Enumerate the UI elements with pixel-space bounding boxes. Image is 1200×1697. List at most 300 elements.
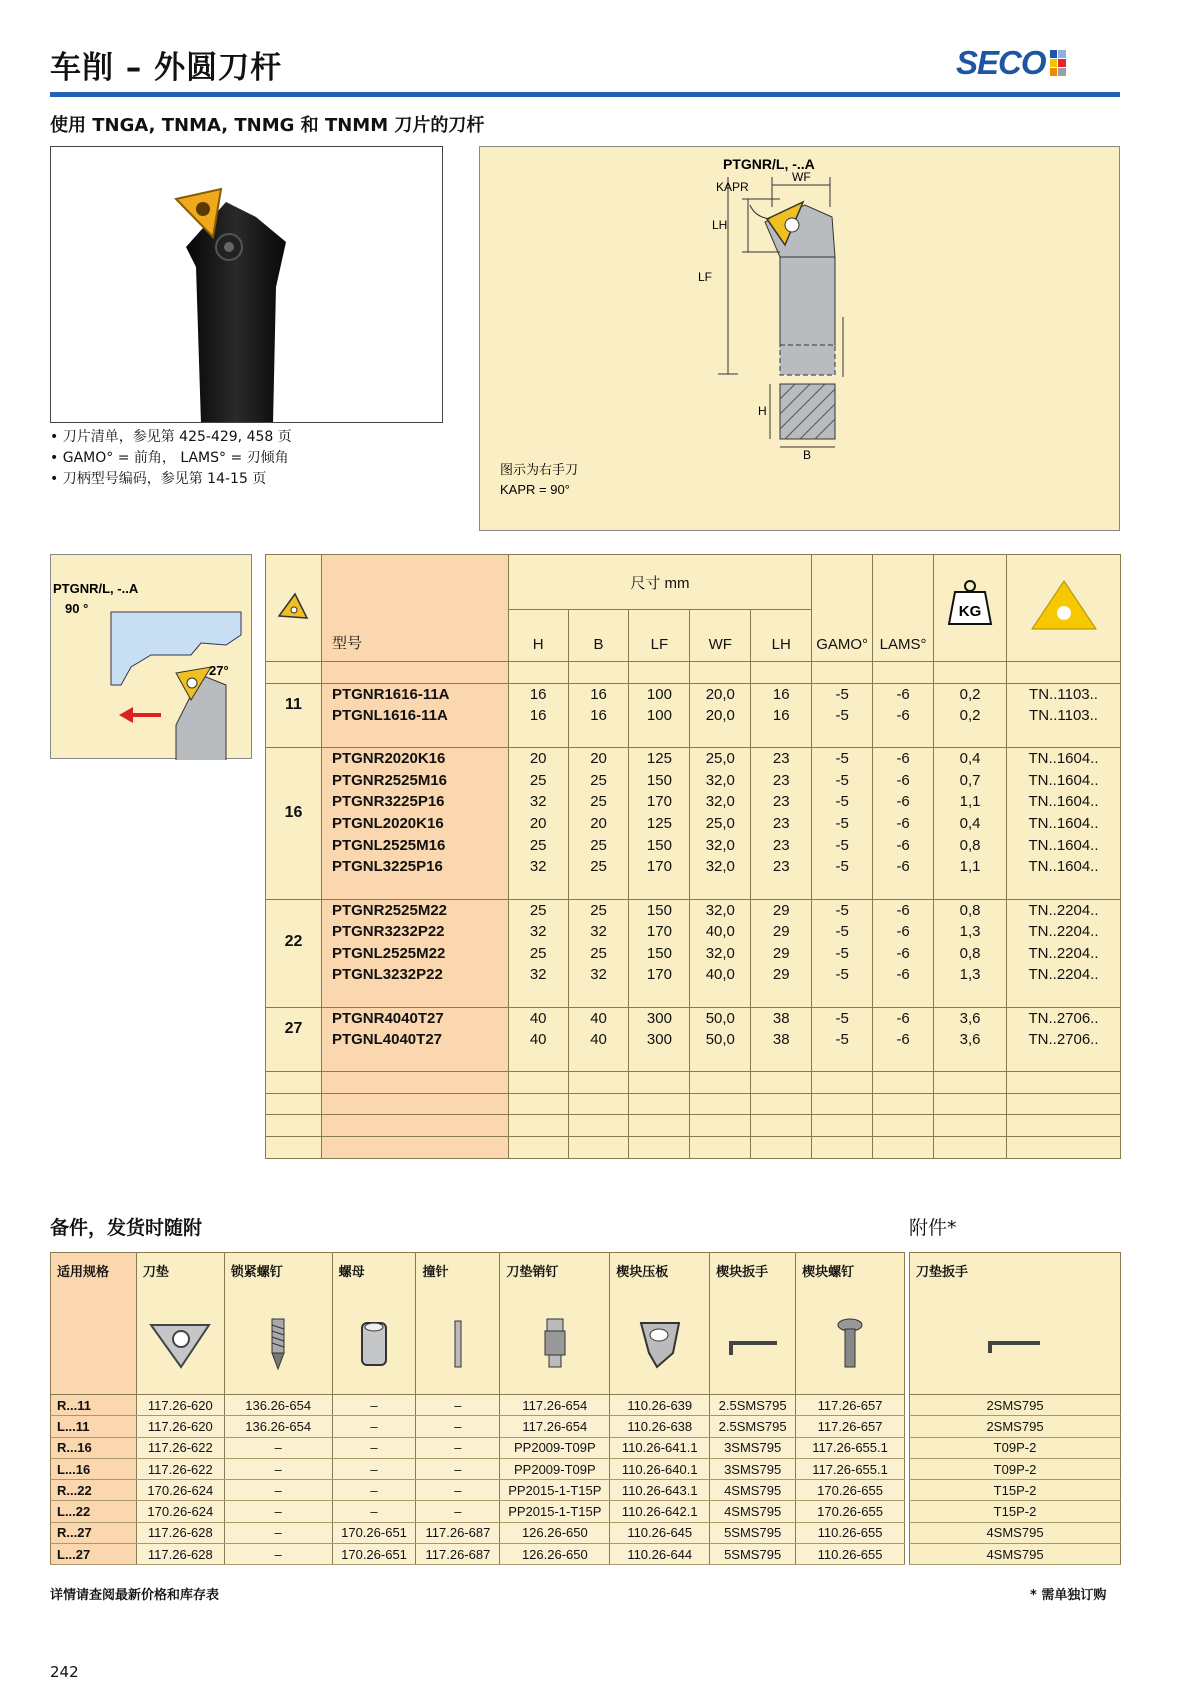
small-diagram-title: PTGNR/L, -..A [53,581,139,596]
table-cell: 25 [508,942,568,964]
accessory-row [910,1522,1121,1543]
kg-label: KG [958,603,982,620]
table-cell: 25 [508,834,568,856]
part-number: 3SMS795 [710,1458,796,1479]
table-cell: -6 [873,964,934,986]
table-cell: 100 [629,705,690,727]
accessory-row [910,1395,1121,1416]
part-number: – [224,1544,332,1565]
table-cell: 40 [568,1029,629,1051]
shim-icon [136,1295,224,1395]
table-cell: 150 [629,942,690,964]
part-number: 117.26-655.1 [796,1437,905,1458]
col-shim-key: 刀垫扳手 [916,1265,969,1280]
part-number: 4SMS795 [710,1501,796,1522]
label-lf: LF [698,270,713,284]
parts-row [51,1458,905,1479]
table-cell: 32,0 [690,791,751,813]
accessories-table [909,1252,1121,1565]
label-lh: LH [712,218,728,232]
parts-spec: R...11 [51,1395,137,1416]
table-cell: -5 [812,791,873,813]
parts-title: 备件，发货时随附 [50,1217,203,1239]
table-cell: 32 [508,791,568,813]
wedge-screw-icon [796,1295,905,1395]
table-cell: 23 [751,748,812,770]
table-cell: 20,0 [690,683,751,705]
insert-size-label: 22 [266,899,322,985]
part-number: 5SMS795 [710,1544,796,1565]
parts-row [51,1416,905,1437]
accessory-row [910,1480,1121,1501]
wedge-clamp-icon [610,1295,710,1395]
table-cell: 0,4 [934,748,1007,770]
lock-screw-icon [224,1295,332,1395]
model-code: PTGNL3232P22 [321,964,508,986]
accessory-part-number: 4SMS795 [910,1544,1121,1565]
parts-row [51,1480,905,1501]
col-shim: 刀垫 [136,1253,224,1295]
table-cell: TN..2204.. [1007,942,1121,964]
part-number: – [416,1416,500,1437]
part-number: 117.26-628 [136,1544,224,1565]
table-cell: 3,6 [934,1007,1007,1029]
table-cell: 1,3 [934,921,1007,943]
part-number: – [416,1480,500,1501]
weight-icon [934,555,1007,662]
table-row [266,964,1121,986]
part-number: – [224,1522,332,1543]
table-cell: -5 [812,921,873,943]
table-row [266,899,1121,921]
note-item: • GAMO° = 前角， LAMS° = 刃倾角 [50,448,292,469]
table-cell: 25 [568,834,629,856]
nut-icon [332,1295,416,1395]
part-number: 3SMS795 [710,1437,796,1458]
table-cell: 32 [568,964,629,986]
col-lh: LH [751,610,812,662]
table-cell: 16 [568,683,629,705]
table-cell: 23 [751,791,812,813]
parts-row [51,1395,905,1416]
table-cell: -6 [873,769,934,791]
table-cell: -6 [873,748,934,770]
table-cell: 1,3 [934,964,1007,986]
table-cell: 20 [568,748,629,770]
table-cell: 50,0 [690,1029,751,1051]
model-code: PTGNL2020K16 [321,813,508,835]
table-cell: 25 [508,899,568,921]
accessory-part-number: T09P-2 [910,1437,1121,1458]
seco-logo: SECO [956,45,1066,81]
table-cell: 1,1 [934,791,1007,813]
table-cell: 23 [751,834,812,856]
diagram-caption-hand: 图示为右手刀 [500,462,579,477]
table-cell: 32 [508,856,568,878]
table-cell: 300 [629,1007,690,1029]
table-cell: 38 [751,1007,812,1029]
table-cell: TN..1604.. [1007,856,1121,878]
table-cell: 170 [629,921,690,943]
parts-row [51,1501,905,1522]
tool-holder-photo [50,146,443,423]
table-cell: -5 [812,813,873,835]
table-cell: -5 [812,1029,873,1051]
table-row [266,856,1121,878]
accessory-row [910,1458,1121,1479]
part-number: 4SMS795 [710,1480,796,1501]
table-cell: 25 [508,769,568,791]
part-number: 170.26-651 [332,1522,416,1543]
part-number: 117.26-622 [136,1437,224,1458]
table-cell: -6 [873,1029,934,1051]
table-cell: 20 [508,813,568,835]
table-cell: -5 [812,942,873,964]
col-nut: 螺母 [332,1253,416,1295]
model-code: PTGNR2525M22 [321,899,508,921]
insert-size-label: 11 [266,683,322,726]
table-cell: 170 [629,964,690,986]
header-rule [50,92,1120,97]
model-code: PTGNL2525M16 [321,834,508,856]
table-row [266,705,1121,727]
table-cell: 29 [751,899,812,921]
shim-pin-icon [500,1295,610,1395]
table-cell: -6 [873,834,934,856]
table-cell: 150 [629,834,690,856]
table-cell: 25 [568,769,629,791]
table-cell: -6 [873,813,934,835]
table-row [266,834,1121,856]
table-cell: -5 [812,856,873,878]
part-number: 110.26-655 [796,1544,905,1565]
table-cell: 25 [568,856,629,878]
table-cell: 40 [508,1007,568,1029]
part-number: – [332,1395,416,1416]
table-cell: 100 [629,683,690,705]
part-number: – [416,1458,500,1479]
part-number: 136.26-654 [224,1395,332,1416]
footer-note: 详情请查阅最新价格和库存表 [50,1588,220,1603]
part-number: 117.26-687 [416,1522,500,1543]
model-code: PTGNR2525M16 [321,769,508,791]
part-number: 117.26-628 [136,1522,224,1543]
table-cell: -5 [812,899,873,921]
table-cell: 29 [751,921,812,943]
table-cell: 0,2 [934,683,1007,705]
accessory-row [910,1501,1121,1522]
part-number: – [416,1501,500,1522]
table-cell: -5 [812,769,873,791]
part-number: 117.26-657 [796,1395,905,1416]
part-number: 117.26-655.1 [796,1458,905,1479]
table-cell: 170 [629,856,690,878]
table-cell: -5 [812,748,873,770]
table-cell: 32,0 [690,856,751,878]
accessory-row [910,1544,1121,1565]
col-h: H [508,610,568,662]
shim-key-icon [910,1295,1121,1395]
table-cell: TN..1604.. [1007,748,1121,770]
notes-list [50,427,292,490]
table-cell: 32 [508,921,568,943]
table-cell: 20 [508,748,568,770]
table-cell: TN..1604.. [1007,834,1121,856]
part-number: 170.26-655 [796,1480,905,1501]
table-cell: 20,0 [690,705,751,727]
label-h: H [758,404,767,418]
seco-logo-mark [1050,50,1066,76]
table-cell: -5 [812,1007,873,1029]
accessory-part-number: T15P-2 [910,1480,1121,1501]
accessory-part-number: 4SMS795 [910,1522,1121,1543]
table-cell: 40,0 [690,964,751,986]
table-row [266,1029,1121,1051]
part-number: – [332,1416,416,1437]
table-cell: 3,6 [934,1029,1007,1051]
part-number: 110.26-640.1 [610,1458,710,1479]
table-cell: -5 [812,834,873,856]
label-kapr: KAPR [716,180,749,194]
accessory-part-number: 2SMS795 [910,1416,1121,1437]
part-number: PP2015-1-T15P [500,1480,610,1501]
table-row [266,921,1121,943]
table-cell: 16 [751,683,812,705]
parts-row [51,1544,905,1565]
application-diagram [50,554,252,759]
part-number: – [416,1395,500,1416]
model-code: PTGNR3232P22 [321,921,508,943]
parts-spec: R...16 [51,1437,137,1458]
table-cell: TN..1604.. [1007,791,1121,813]
diagram-caption-kapr: KAPR = 90° [500,482,570,497]
wedge-key-icon [710,1295,796,1395]
table-cell: TN..1103.. [1007,705,1121,727]
table-cell: 25 [568,942,629,964]
table-cell: 25,0 [690,748,751,770]
table-cell: 23 [751,813,812,835]
insert-size-label: 27 [266,1007,322,1050]
model-code: PTGNL1616-11A [321,705,508,727]
table-cell: 32,0 [690,942,751,964]
parts-row [51,1437,905,1458]
table-cell: 40,0 [690,921,751,943]
table-cell: TN..2204.. [1007,964,1121,986]
model-code: PTGNR4040T27 [321,1007,508,1029]
col-lock-screw: 锁紧螺钉 [224,1253,332,1295]
accessories-title: 附件* [909,1217,957,1239]
table-cell: 150 [629,769,690,791]
part-number: 110.26-643.1 [610,1480,710,1501]
part-number: – [332,1480,416,1501]
table-cell: -6 [873,856,934,878]
table-cell: 300 [629,1029,690,1051]
table-cell: 32 [508,964,568,986]
part-number: 5SMS795 [710,1522,796,1543]
table-cell: 40 [508,1029,568,1051]
part-number: 117.26-687 [416,1544,500,1565]
table-cell: 0,4 [934,813,1007,835]
table-cell: TN..1604.. [1007,813,1121,835]
table-cell: 29 [751,942,812,964]
part-number: 117.26-620 [136,1395,224,1416]
part-number: 110.26-655 [796,1522,905,1543]
part-number: – [416,1437,500,1458]
footer-asterisk-note: * 需单独订购 [1030,1588,1107,1603]
col-wedge-clamp: 楔块压板 [610,1253,710,1295]
table-cell: -6 [873,942,934,964]
note-item: • 刀柄型号编码，参见第 14-15 页 [50,469,292,490]
part-number: 170.26-651 [332,1544,416,1565]
part-number: 2.5SMS795 [710,1416,796,1437]
table-row [266,1007,1121,1029]
table-cell: 170 [629,791,690,813]
table-cell: 1,1 [934,856,1007,878]
col-wedge-key: 楔块扳手 [710,1253,796,1295]
table-cell: -6 [873,921,934,943]
col-wedge-screw: 楔块螺钉 [796,1253,905,1295]
part-number: 117.26-657 [796,1416,905,1437]
accessory-part-number: 2SMS795 [910,1395,1121,1416]
table-cell: TN..1604.. [1007,769,1121,791]
part-number: 126.26-650 [500,1544,610,1565]
table-cell: -6 [873,791,934,813]
page-number: 242 [50,1663,79,1681]
spare-parts-table [50,1252,905,1565]
parts-row [51,1522,905,1543]
table-cell: -5 [812,964,873,986]
part-number: 117.26-620 [136,1416,224,1437]
part-number: 170.26-624 [136,1480,224,1501]
table-cell: 25,0 [690,813,751,835]
table-cell: 50,0 [690,1007,751,1029]
part-number: 136.26-654 [224,1416,332,1437]
page-title: 车削 – 外圆刀杆 [50,50,283,86]
col-b: B [568,610,629,662]
table-cell: -5 [812,705,873,727]
col-lams: LAMS° [873,555,934,662]
table-cell: -6 [873,1007,934,1029]
diagram-title: PTGNR/L, -..A [723,156,815,172]
accessory-part-number: T15P-2 [910,1501,1121,1522]
table-cell: 23 [751,769,812,791]
col-gamo: GAMO° [812,555,873,662]
product-table [265,554,1121,1159]
col-lf: LF [629,610,690,662]
dimension-diagram [479,146,1120,531]
table-cell: 29 [751,964,812,986]
note-item: • 刀片清单，参见第 425-429, 458 页 [50,427,292,448]
accessory-part-number: T09P-2 [910,1458,1121,1479]
part-number: 110.26-644 [610,1544,710,1565]
part-number: 110.26-641.1 [610,1437,710,1458]
label-b: B [803,448,812,462]
accessory-row [910,1416,1121,1437]
model-code: PTGNL4040T27 [321,1029,508,1051]
table-row [266,769,1121,791]
model-code: PTGNR3225P16 [321,791,508,813]
table-cell: 0,2 [934,705,1007,727]
part-number: 110.26-639 [610,1395,710,1416]
table-cell: TN..1103.. [1007,683,1121,705]
table-cell: 20 [568,813,629,835]
table-cell: -5 [812,683,873,705]
part-number: PP2015-1-T15P [500,1501,610,1522]
table-cell: 16 [508,705,568,727]
parts-spec: R...27 [51,1522,137,1543]
part-number: 117.26-654 [500,1395,610,1416]
small-diagram-angle2: 27° [209,663,229,678]
table-cell: 125 [629,813,690,835]
part-number: 117.26-654 [500,1416,610,1437]
table-row [266,748,1121,770]
col-spec: 适用规格 [51,1253,137,1295]
insert-size-label: 16 [266,748,322,878]
col-wf: WF [690,610,751,662]
col-model: 型号 [321,555,508,662]
table-cell: 125 [629,748,690,770]
col-striker: 撞针 [416,1253,500,1295]
table-row [266,791,1121,813]
model-code: PTGNL2525M22 [321,942,508,964]
table-cell: 0,8 [934,899,1007,921]
model-code: PTGNR2020K16 [321,748,508,770]
part-number: PP2009-T09P [500,1458,610,1479]
model-code: PTGNL3225P16 [321,856,508,878]
part-number: – [332,1458,416,1479]
parts-spec: L...11 [51,1416,137,1437]
part-number: PP2009-T09P [500,1437,610,1458]
col-shim-pin: 刀垫销钉 [500,1253,610,1295]
table-row [266,942,1121,964]
part-number: – [332,1501,416,1522]
table-cell: -6 [873,705,934,727]
table-cell: 32,0 [690,899,751,921]
table-cell: 23 [751,856,812,878]
part-number: 110.26-645 [610,1522,710,1543]
table-cell: 32 [568,921,629,943]
accessory-row [910,1437,1121,1458]
parts-spec: L...27 [51,1544,137,1565]
table-row [266,683,1121,705]
part-number: – [224,1480,332,1501]
table-cell: -6 [873,899,934,921]
parts-spec: R...22 [51,1480,137,1501]
part-number: 110.26-638 [610,1416,710,1437]
table-cell: 40 [568,1007,629,1029]
table-cell: 32,0 [690,769,751,791]
part-number: – [224,1458,332,1479]
table-cell: TN..2204.. [1007,921,1121,943]
part-number: 126.26-650 [500,1522,610,1543]
table-cell: 25 [568,899,629,921]
table-cell: 150 [629,899,690,921]
table-cell: -6 [873,683,934,705]
part-number: 110.26-642.1 [610,1501,710,1522]
part-number: – [224,1437,332,1458]
table-cell: TN..2706.. [1007,1007,1121,1029]
table-cell: 16 [751,705,812,727]
label-wf: WF [792,170,811,184]
table-cell: TN..2706.. [1007,1029,1121,1051]
small-diagram-angle: 90 ° [65,601,89,616]
page-subtitle: 使用 TNGA, TNMA, TNMG 和 TNMM 刀片的刀杆 [50,115,485,136]
table-row [266,813,1121,835]
table-cell: 38 [751,1029,812,1051]
dimension-header: 尺寸 mm [508,555,811,610]
part-number: – [224,1501,332,1522]
insert-icon [1007,555,1121,662]
